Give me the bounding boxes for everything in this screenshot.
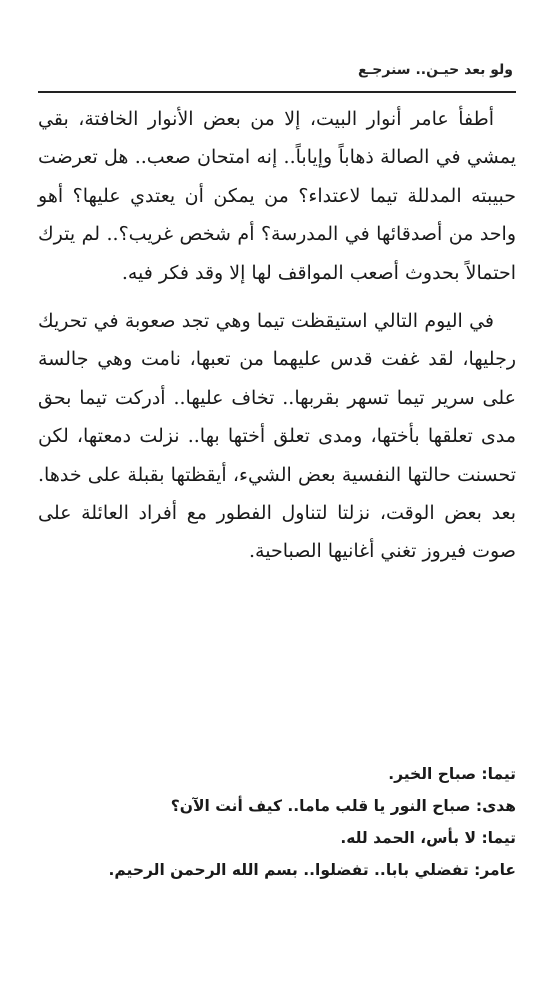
paragraph-2: في اليوم التالي استيقظت تيما وهي تجد صعوبة في تحريك رجليها، لقد غفت قدس عليهما من تعبها، نامت وهي جالسة على سرير تيما تسهر بقربها.. تخاف عليها.. أدركت تيما بحق مدى تعلقها بأختها، ومدى تعلق أختها بها.. نزلت دمعتها، لكن تحسنت حالتها النفسية بعض الشيء، أيقظتها بقبلة على خدها. بعد بعض الوقت، نزلتا لتناول الفطور مع أفراد العائلة على صوت فيروز تغني أغانيها الصباحية. <box>38 310 516 563</box>
dialogue-line: عامر: تفضلي بابا.. تفضلوا.. بسم الله الرحمن الرحيم. <box>108 861 516 879</box>
dialogue-line: هدى: صباح النور يا قلب ماما.. كيف أنت الآن؟ <box>170 797 516 815</box>
running-header: ولو بعد حيـن.. سنرجـع <box>357 62 513 78</box>
dialogue-line: تيما: لا بأس، الحمد لله. <box>340 829 516 847</box>
dialogue-line: تيما: صباح الخير. <box>388 765 516 783</box>
body-text <box>38 100 516 571</box>
dialogue-list <box>38 758 516 886</box>
header-rule <box>38 91 516 93</box>
paragraph-1: أطفأ عامر أنوار البيت، إلا من بعض الأنوار الخافتة، بقي يمشي في الصالة ذهاباً وإياباً.. إنه امتحان صعب.. هل تعرضت حبيبته المدللة تيما لاعتداء؟ من يمكن أن يعتدي عليها؟ أهو واحد من أصدقائها في المدرسة؟ أم شخص غريب؟.. لم يترك احتمالاً بحدوث أصعب المواقف لها إلا وقد فكر فيه. <box>38 108 516 284</box>
